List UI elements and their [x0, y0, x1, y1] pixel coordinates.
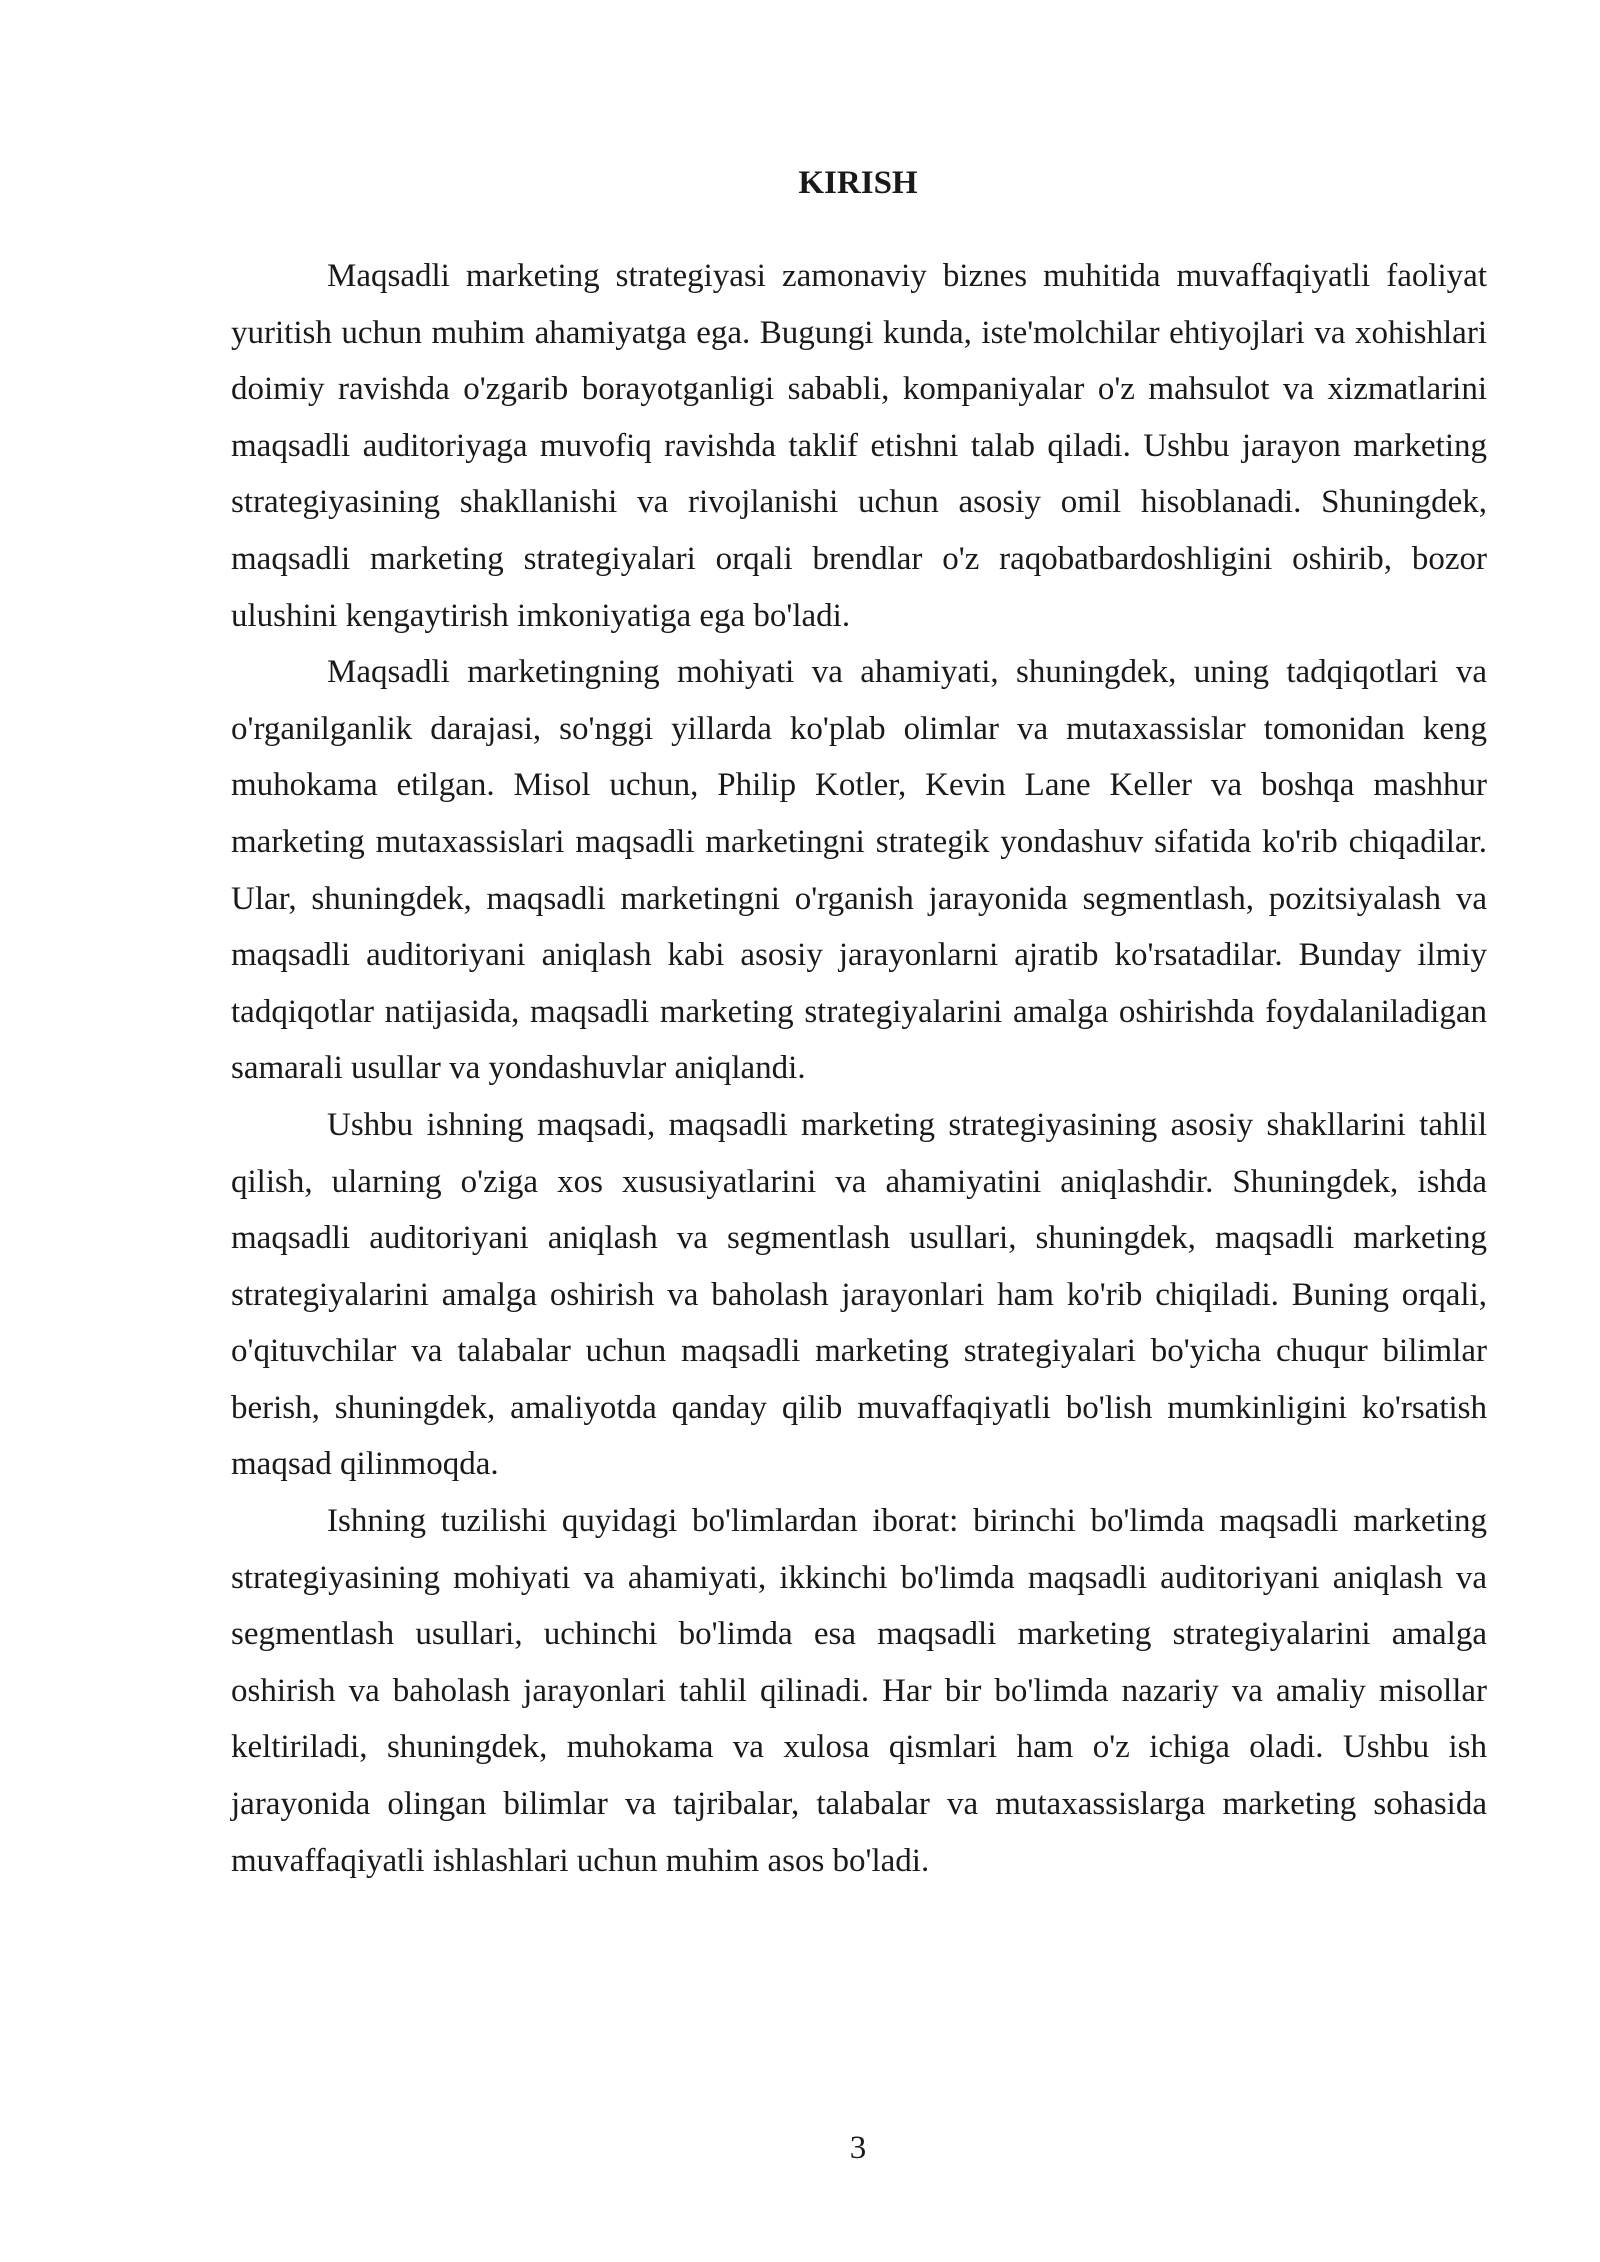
section-title: KIRISH — [798, 165, 918, 201]
paragraph: Ishning tuzilishi quyidagi bo'limlardan iborat: birinchi bo'limda maqsadli marketing strategiyasining mohiyati va ahamiyati, ikkinchi bo'limda maqsadli auditoriyani aniqlash va segmentlash usullari, uchinchi bo'limda esa maqsadli marketing strategiyalarini amalga oshirish va baholash jarayonlari tahlil qilinadi. Har bir bo'limda nazariy va amaliy misollar keltiriladi, shuningdek, muhokama va xulosa qismlari ham o'z ichiga oladi. Ushbu ish jarayonida olingan bilimlar va tajribalar, talabalar va mutaxassislarga marketing sohasida muvaffaqiyatli ishlashlari uchun muhim asos bo'ladi. — [231, 1503, 1487, 1879]
paragraph: Maqsadli marketingning mohiyati va ahamiyati, shuningdek, uning tadqiqotlari va o'rganilganlik darajasi, so'nggi yillarda ko'plab olimlar va mutaxassislar tomonidan keng muhokama etilgan. Misol uchun, Philip Kotler, Kevin Lane Keller va boshqa mashhur marketing mutaxassislari maqsadli marketingni strategik yondashuv sifatida ko'rib chiqadilar. Ular, shuningdek, maqsadli marketingni o'rganish jarayonida segmentlash, pozitsiyalash va maqsadli auditoriyani aniqlash kabi asosiy jarayonlarni ajratib ko'rsatadilar. Bunday ilmiy tadqiqotlar natijasida, maqsadli marketing strategiyalarini amalga oshirishda foydalaniladigan samarali usullar va yondashuvlar aniqlandi. — [231, 654, 1487, 1087]
paragraph: Ushbu ishning maqsadi, maqsadli marketing strategiyasining asosiy shakllarini tahlil qilish, ularning o'ziga xos xususiyatlarini va ahamiyatini aniqlashdir. Shuningdek, ishda maqsadli auditoriyani aniqlash va segmentlash usullari, shuningdek, maqsadli marketing strategiyalarini amalga oshirish va baholash jarayonlari ham ko'rib chiqiladi. Buning orqali, o'qituvchilar va talabalar uchun maqsadli marketing strategiyalari bo'yicha chuqur bilimlar berish, shuningdek, amaliyotda qanday qilib muvaffaqiyatli bo'lish mumkinligini ko'rsatish maqsad qilinmoqda. — [231, 1106, 1487, 1483]
body-text — [231, 248, 1487, 1889]
page-number: 3 — [849, 2130, 867, 2166]
paragraph: Maqsadli marketing strategiyasi zamonaviy biznes muhitida muvaffaqiyatli faoliyat yuritish uchun muhim ahamiyatga ega. Bugungi kunda, iste'molchilar ehtiyojlari va xohishlari doimiy ravishda o'zgarib borayotganligi sababli, kompaniyalar o'z mahsulot va xizmatlarini maqsadli auditoriyaga muvofiq ravishda taklif etishni talab qiladi. Ushbu jarayon marketing strategiyasining shakllanishi va rivojlanishi uchun asosiy omil hisoblanadi. Shuningdek, maqsadli marketing strategiyalari orqali brendlar o'z raqobatbardoshligini oshirib, bozor ulushini kengaytirish imkoniyatiga ega bo'ladi. — [231, 258, 1487, 634]
